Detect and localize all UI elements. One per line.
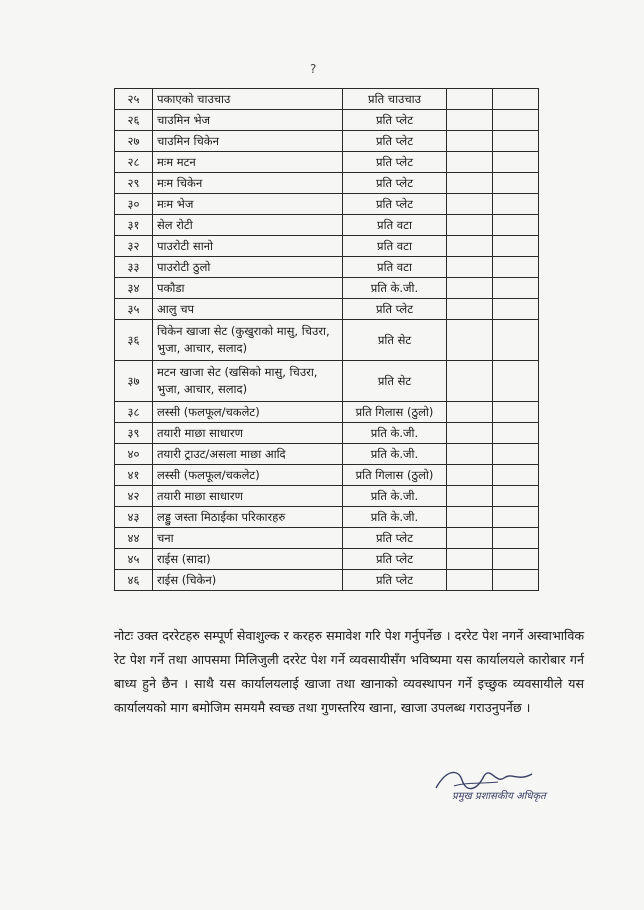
remarks-cell <box>493 257 539 278</box>
unit-cell: प्रति वटा <box>343 257 447 278</box>
unit-cell: प्रति प्लेट <box>343 194 447 215</box>
item-name-cell: लड्डु जस्ता मिठाईका परिकारहरु <box>153 507 343 528</box>
rate-cell <box>447 320 493 361</box>
rate-cell <box>447 402 493 423</box>
remarks-cell <box>493 299 539 320</box>
remarks-cell <box>493 194 539 215</box>
rate-cell <box>447 570 493 591</box>
table-row <box>115 173 539 194</box>
unit-cell: प्रति प्लेट <box>343 299 447 320</box>
serial-number-cell: ३९ <box>115 423 153 444</box>
remarks-cell <box>493 110 539 131</box>
rate-cell <box>447 528 493 549</box>
serial-number-cell: ३२ <box>115 236 153 257</box>
rate-cell <box>447 257 493 278</box>
table-row <box>115 465 539 486</box>
item-name-cell: तयारी माछा साधारण <box>153 486 343 507</box>
serial-number-cell: ३३ <box>115 257 153 278</box>
item-name-cell: चिकेन खाजा सेट (कुखुराको मासु, चिउरा, भुजा, आचार, सलाद) <box>153 320 343 361</box>
item-name-cell: मटन खाजा सेट (खसिको मासु, चिउरा, भुजा, आचार, सलाद) <box>153 361 343 402</box>
serial-number-cell: ४२ <box>115 486 153 507</box>
rate-cell <box>447 110 493 131</box>
unit-cell: प्रति सेट <box>343 361 447 402</box>
serial-number-cell: ३४ <box>115 278 153 299</box>
remarks-cell <box>493 173 539 194</box>
serial-number-cell: २५ <box>115 89 153 110</box>
item-name-cell: पाउरोटी सानो <box>153 236 343 257</box>
item-name-cell: चाउमिन चिकेन <box>153 131 343 152</box>
unit-cell: प्रति के.जी. <box>343 278 447 299</box>
table-row <box>115 215 539 236</box>
signature-title: प्रमुख प्रशासकीय अधिकृत <box>452 791 546 802</box>
rate-cell <box>447 152 493 173</box>
remarks-cell <box>493 215 539 236</box>
item-name-cell: चना <box>153 528 343 549</box>
item-name-cell: पकाएको चाउचाउ <box>153 89 343 110</box>
remarks-cell <box>493 89 539 110</box>
serial-number-cell: ३८ <box>115 402 153 423</box>
rate-cell <box>447 361 493 402</box>
unit-cell: प्रति सेट <box>343 320 447 361</box>
table-row <box>115 507 539 528</box>
table-row <box>115 486 539 507</box>
item-name-cell: मःम मटन <box>153 152 343 173</box>
table-row <box>115 194 539 215</box>
table-row <box>115 236 539 257</box>
unit-cell: प्रति के.जी. <box>343 423 447 444</box>
unit-cell: प्रति गिलास (ठुलो) <box>343 402 447 423</box>
unit-cell: प्रति के.जी. <box>343 486 447 507</box>
remarks-cell <box>493 444 539 465</box>
remarks-cell <box>493 570 539 591</box>
serial-number-cell: ३० <box>115 194 153 215</box>
serial-number-cell: २७ <box>115 131 153 152</box>
item-name-cell: सेल रोटी <box>153 215 343 236</box>
item-name-cell: लस्सी (फलफूल/चकलेट) <box>153 402 343 423</box>
serial-number-cell: ४१ <box>115 465 153 486</box>
rate-cell <box>447 89 493 110</box>
remarks-cell <box>493 131 539 152</box>
rate-cell <box>447 278 493 299</box>
item-name-cell: मःम भेज <box>153 194 343 215</box>
item-name-cell: तयारी माछा साधारण <box>153 423 343 444</box>
unit-cell: प्रति वटा <box>343 215 447 236</box>
serial-number-cell: ४४ <box>115 528 153 549</box>
rate-cell <box>447 444 493 465</box>
serial-number-cell: ३७ <box>115 361 153 402</box>
remarks-cell <box>493 507 539 528</box>
remarks-cell <box>493 236 539 257</box>
table-row <box>115 278 539 299</box>
table-row <box>115 444 539 465</box>
item-name-cell: मःम चिकेन <box>153 173 343 194</box>
serial-number-cell: २८ <box>115 152 153 173</box>
table-row <box>115 570 539 591</box>
item-name-cell: चाउमिन भेज <box>153 110 343 131</box>
rate-cell <box>447 486 493 507</box>
serial-number-cell: ४० <box>115 444 153 465</box>
remarks-cell <box>493 361 539 402</box>
unit-cell: प्रति प्लेट <box>343 528 447 549</box>
item-name-cell: राईस (चिकेन) <box>153 570 343 591</box>
remarks-cell <box>493 278 539 299</box>
item-name-cell: तयारी ट्राउट/असला माछा आदि <box>153 444 343 465</box>
table-row <box>115 528 539 549</box>
rate-cell <box>447 131 493 152</box>
item-name-cell: राईस (सादा) <box>153 549 343 570</box>
table-row <box>115 549 539 570</box>
remarks-cell <box>493 402 539 423</box>
rate-cell <box>447 194 493 215</box>
table-row <box>115 402 539 423</box>
remarks-cell <box>493 152 539 173</box>
item-name-cell: आलु चप <box>153 299 343 320</box>
item-name-cell: पकौडा <box>153 278 343 299</box>
unit-cell: प्रति गिलास (ठुलो) <box>343 465 447 486</box>
rate-cell <box>447 215 493 236</box>
rate-cell <box>447 299 493 320</box>
unit-cell: प्रति प्लेट <box>343 173 447 194</box>
table-row <box>115 299 539 320</box>
serial-number-cell: ३१ <box>115 215 153 236</box>
table-row <box>115 110 539 131</box>
rate-cell <box>447 549 493 570</box>
unit-cell: प्रति के.जी. <box>343 444 447 465</box>
serial-number-cell: ३५ <box>115 299 153 320</box>
serial-number-cell: ४६ <box>115 570 153 591</box>
unit-cell: प्रति प्लेट <box>343 110 447 131</box>
remarks-cell <box>493 486 539 507</box>
unit-cell: प्रति प्लेट <box>343 549 447 570</box>
item-name-cell: लस्सी (फलफूल/चकलेट) <box>153 465 343 486</box>
table-row <box>115 89 539 110</box>
rate-table <box>114 88 539 591</box>
serial-number-cell: ३६ <box>115 320 153 361</box>
unit-cell: प्रति प्लेट <box>343 131 447 152</box>
table-row <box>115 361 539 402</box>
table-row <box>115 320 539 361</box>
table-row <box>115 257 539 278</box>
unit-cell: प्रति प्लेट <box>343 152 447 173</box>
page-mark: ? <box>310 62 317 76</box>
rate-cell <box>447 236 493 257</box>
unit-cell: प्रति प्लेट <box>343 570 447 591</box>
rate-cell <box>447 465 493 486</box>
note-paragraph: नोटः उक्त दररेटहरु सम्पूर्ण सेवाशुल्क र करहरु समावेश गरि पेश गर्नुपर्नेछ । दररेट पेश नगर्ने अस्वाभाविक रेट पेश गर्ने तथा आपसमा मिलिजुली दररेट पेश गर्ने व्यवसायीसँग भविष्यमा यस कार्यालयले कारोबार गर्न बाध्य हुने छैन । साथै यस कार्यालयलाई खाजा तथा खानाको व्यवस्थापन गर्ने इच्छुक व्यवसायीले यस कार्यालयको माग बमोजिम समयमै स्वच्छ तथा गुणस्तरिय खाना, खाजा उपलब्ध गराउनुपर्नेछ । <box>114 628 584 715</box>
item-name-cell: पाउरोटी ठुलो <box>153 257 343 278</box>
rate-cell <box>447 423 493 444</box>
remarks-cell <box>493 423 539 444</box>
remarks-cell <box>493 320 539 361</box>
rate-table-body <box>115 89 539 591</box>
serial-number-cell: ४५ <box>115 549 153 570</box>
table-row <box>115 152 539 173</box>
remarks-cell <box>493 549 539 570</box>
unit-cell: प्रति के.जी. <box>343 507 447 528</box>
rate-cell <box>447 507 493 528</box>
remarks-cell <box>493 465 539 486</box>
serial-number-cell: २९ <box>115 173 153 194</box>
serial-number-cell: ४३ <box>115 507 153 528</box>
unit-cell: प्रति चाउचाउ <box>343 89 447 110</box>
table-row <box>115 131 539 152</box>
serial-number-cell: २६ <box>115 110 153 131</box>
table-row <box>115 423 539 444</box>
unit-cell: प्रति वटा <box>343 236 447 257</box>
remarks-cell <box>493 528 539 549</box>
rate-cell <box>447 173 493 194</box>
